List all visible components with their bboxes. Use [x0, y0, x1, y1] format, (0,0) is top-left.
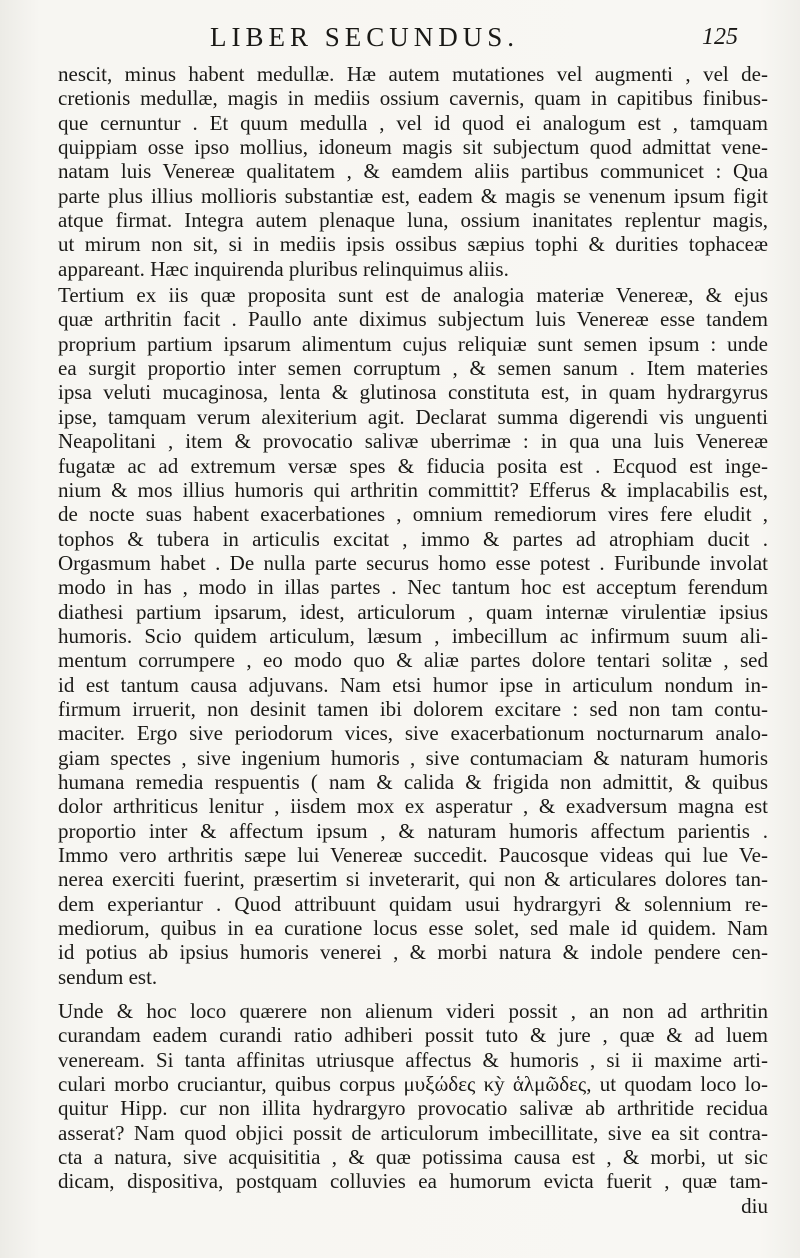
text-line: humoris. Scio quidem articulum, læsum , imbecillum ac infirmum suum ali- — [58, 623, 768, 648]
text-line: tophos & tubera in articulis excitat , immo & partes ad atrophiam ducit . — [58, 526, 768, 551]
text-line: natam luis Venereæ qualitatem , & eamdem aliis partibus communicet : Qua — [58, 159, 768, 184]
text-line: mediorum, quibus in ea curatione locus esse solet, sed male id quidem. Nam — [58, 916, 768, 941]
body-text — [58, 62, 768, 1218]
text-line: appareant. Hæc inquirenda pluribus relinquimus aliis. — [58, 256, 509, 281]
text-line: modo in has , modo in illas partes . Nec tantum hoc est acceptum ferendum — [58, 575, 768, 600]
text-line: Immo vero arthritis sæpe lui Venereæ succedit. Paucosque videas qui lue Ve- — [58, 843, 768, 867]
page-header — [0, 18, 800, 58]
text-line: que cernuntur . Et quum medulla , vel id quod ei analogum est , tamquam — [58, 110, 768, 135]
text-line: proprium partium ipsarum alimentum cujus reliquiæ sunt semen ipsum : unde — [58, 331, 768, 356]
text-line: ut mirum non sit, si in mediis ipsis ossibus sæpius tophi & durities tophaceæ — [58, 232, 768, 257]
text-line: Unde & hoc loco quærere non alienum videri possit , an non ad arthritin — [58, 999, 768, 1024]
text-line: nerea exerciti fuerint, præsertim si inveterarit, qui non & articulares dolores tan- — [58, 867, 768, 892]
text-line: quippiam osse ipso mollius, idoneum magis sit subjectum quod admittat vene- — [58, 135, 768, 160]
text-line: Neapolitani , item & provocatio salivæ uberrimæ : in qua una luis Venereæ — [58, 429, 768, 454]
text-line: dem experiantur . Quod attribuunt quidam usui hydrargyri & solennium re- — [58, 891, 768, 916]
text-line: Tertium ex iis quæ proposita sunt est de analogia materiæ Venereæ, & ejus — [58, 283, 768, 308]
text-line: id potius ab ipsius humoris venerei , & morbi natura & indole pendere cen- — [58, 940, 768, 965]
page-number: 125 — [702, 24, 738, 50]
text-line: sendum est. — [58, 964, 158, 989]
text-line: quitur Hipp. cur non illita hydrargyro provocatio salivæ ab arthritide recidua — [58, 1096, 768, 1121]
paragraph-2 — [58, 281, 768, 989]
text-line: fugatæ ac ad extremum versæ spes & fiducia posita est . Ecquod est inge- — [58, 453, 768, 478]
paragraph-gap — [58, 989, 768, 999]
text-line: diathesi partium ipsarum, idest, articulorum , quam internæ virulentiæ ipsius — [58, 599, 768, 624]
text-line: cretionis medullæ, magis in mediis ossium cavernis, quam in capitibus finibus- — [58, 86, 768, 111]
text-line: dolor arthriticus lenitur , iisdem mox ex asperatur , & exadversum magna est — [58, 794, 768, 819]
text-line: mentum corrumpere , eo modo quo & aliæ partes dolore tentari solitæ , sed — [58, 648, 768, 673]
text-line: curandam eadem curandi ratio adhiberi possit tuto & jure , quæ & ad luem — [58, 1023, 768, 1048]
text-line: nium & mos illius humoris qui arthritin committit? Efferus & implacabilis est, — [58, 477, 768, 502]
text-line: giam spectes , sive ingenium humoris , sive contumaciam & naturam humoris — [58, 745, 768, 770]
paragraph-1 — [58, 62, 768, 281]
text-line: nescit, minus habent medullæ. Hæ autem mutationes vel augmenti , vel de- — [58, 62, 768, 86]
text-line: cta a natura, sive acquisititia , & quæ potissima causa est , & morbi, ut sic — [58, 1145, 768, 1170]
text-line: parte plus illius mollioris substantiæ est, eadem & magis se venenum ipsum figit — [58, 183, 768, 208]
text-line: quæ arthritin facit . Paullo ante diximus subjectum luis Venereæ esse tandem — [58, 307, 768, 332]
text-line: ipse, tamquam verum alexiterium agit. Declarat summa digerendi vis unguenti — [58, 404, 768, 429]
text-line: maciter. Ergo sive periodorum vices, sive exacerbationum nocturnarum analo- — [58, 721, 768, 746]
catchword: diu — [741, 1193, 768, 1218]
text-line: asserat? Nam quod objici possit de articulorum imbecillitate, sive ea sit contra- — [58, 1120, 768, 1145]
text-line: veneream. Si tanta affinitas utriusque affectus & humoris , si ii maxime arti- — [58, 1047, 768, 1072]
text-line: firmum irruerit, non desinit tamen ibi dolorem excitare : sed non tam contu- — [58, 696, 768, 721]
text-line: Orgasmum habet . De nulla parte securus homo esse potest . Furibunde involat — [58, 550, 768, 575]
text-line: atque firmat. Integra autem plenaque luna, ossium inanitates replentur magis, — [58, 208, 768, 233]
running-head: LIBER SECUNDUS. — [210, 22, 520, 52]
text-line: id est tantum causa adjuvans. Nam etsi humor ipse in articulum nondum in- — [58, 672, 768, 697]
text-line: ipsa veluti mucaginosa, lenta & glutinosa constituta est, in quam hydrargyrus — [58, 380, 768, 405]
paragraph-3 — [58, 999, 768, 1218]
text-line: de nocte suas habent exacerbationes , omnium remediorum vires fere eludit , — [58, 502, 768, 527]
text-line: humana remedia respuentis ( nam & calida & frigida non admittit, & quibus — [58, 769, 768, 794]
text-line: proportio inter & affectum ipsum , & naturam humoris affectum parientis . — [58, 818, 768, 843]
text-line: ea surgit proportio inter semen corruptum , & semen sanum . Item materies — [58, 356, 768, 381]
text-line: culari morbo cruciantur, quibus corpus μυξώδες κỳ ἁλμῶδες, ut quodam loco lo- — [58, 1072, 768, 1097]
text-line: dicam, dispositiva, postquam colluvies ea humorum evicta fuerit , quæ tam- — [58, 1169, 768, 1194]
